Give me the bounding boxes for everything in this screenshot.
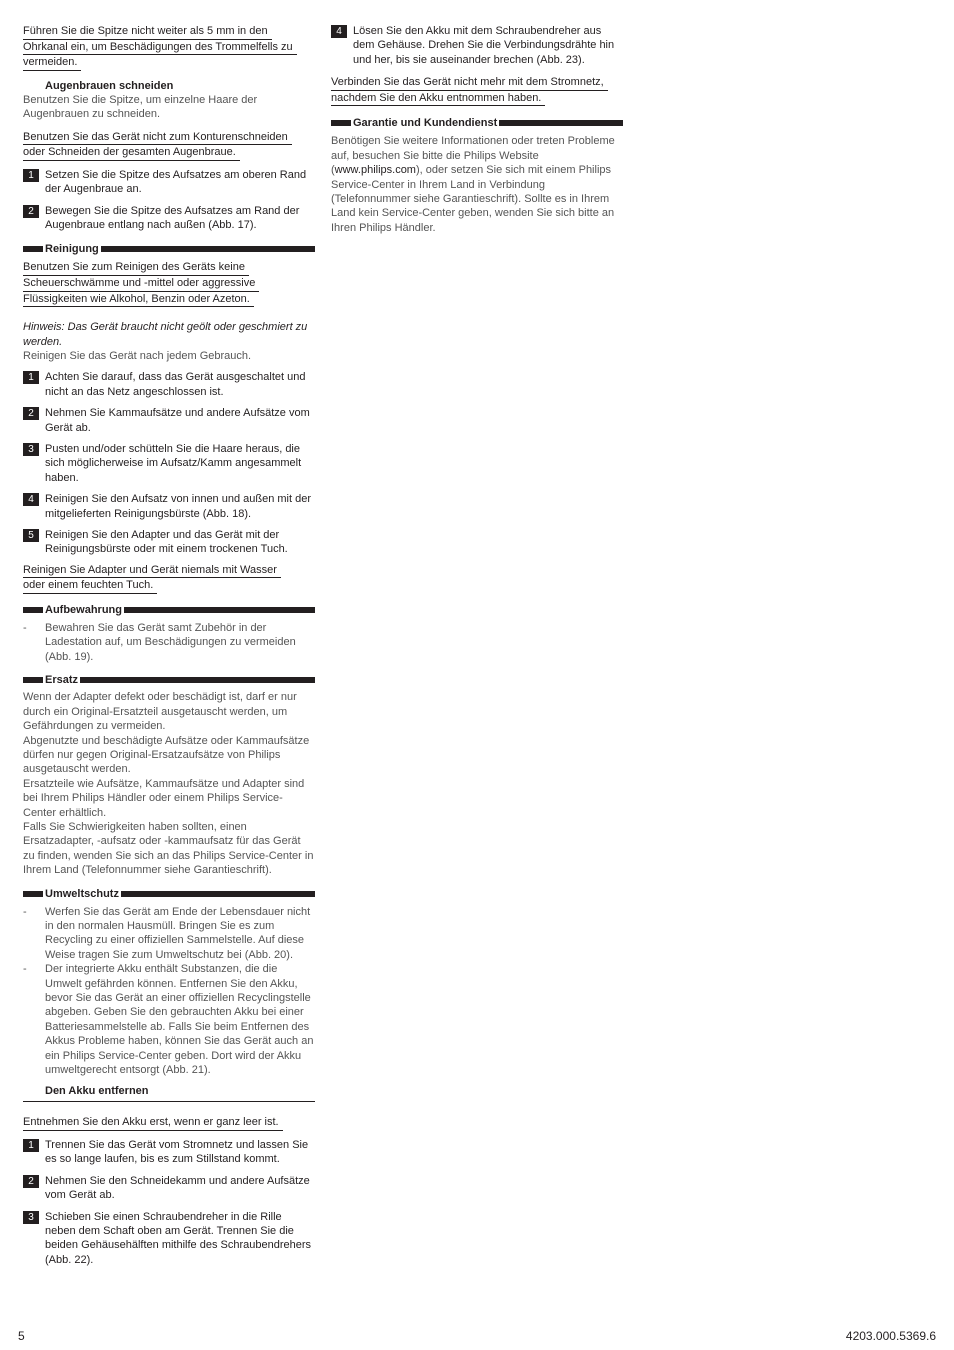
page-number: 5: [18, 1329, 25, 1343]
replacement-paragraph: Ersatzteile wie Aufsätze, Kammaufsätze und Adapter sind bei Ihrem Philips Händler oder einem Philips Service-Center erhältlich.: [23, 777, 305, 819]
step-text: Trennen Sie das Gerät vom Stromnetz und lassen Sie es so lange laufen, bis es zum Stillstand kommt.: [45, 1139, 309, 1166]
section-heading-cleaning: [23, 242, 315, 256]
warning-line: vermeiden.: [23, 55, 81, 71]
cleaning-step: [23, 370, 315, 399]
environment-bullet: [23, 905, 315, 963]
heading-bar: [23, 891, 43, 897]
guarantee-text-after: ), oder setzen Sie sich mit einem Philips Service-Center in Ihrem Land in Verbindung (Telefonnummer siehe Garantieschrift). Sollte es in Ihrem Land kein Service-Center geben, wenden Sie sich bitte an Ihren Philips Händler.: [331, 164, 615, 234]
section-title: Reinigung: [45, 243, 99, 256]
step-number: 4: [23, 493, 39, 506]
battery-heading: Den Akku entfernen: [45, 1085, 149, 1098]
storage-bullet: [23, 621, 315, 664]
battery-step: [331, 24, 623, 67]
eyebrow-heading: Augenbrauen schneiden: [45, 79, 174, 92]
heading-bar: [121, 891, 315, 897]
step-number: 1: [23, 371, 39, 384]
warning-line: Verbinden Sie das Gerät nicht mehr mit dem Stromnetz,: [331, 75, 608, 91]
battery-step: [23, 1210, 315, 1268]
cleaning-step: [23, 442, 315, 485]
step-number: 4: [331, 25, 347, 38]
bullet-text: Der integrierte Akku enthält Substanzen, die die Umwelt gefährden können. Entfernen Sie den Akku, bevor Sie das Gerät an einer offiziellen Recyclingstelle abgeben. Geben Sie den gebrauchten Akku bei einer Batteriesammelstelle ab. Falls Sie beim Entfernen des Akkus Probleme haben, können Sie das Gerät auch an ein Philips Service-Center geben. Dort wird der Akku umweltgerecht entsorgt (Abb. 21).: [45, 963, 314, 1077]
guarantee-text-before: Benötigen Sie weitere Informationen oder treten Probleme auf, besuchen Sie bitte die Philips Website (: [331, 135, 615, 177]
environment-bullet: [23, 962, 315, 1077]
bullet-dash: -: [23, 622, 27, 635]
step-number: 2: [23, 407, 39, 420]
eyebrow-step: [23, 204, 315, 233]
cleaning-step: [23, 406, 315, 435]
cleaning-text: Reinigen Sie das Gerät nach jedem Gebrauch.: [23, 350, 252, 362]
warning-line: Benutzen Sie das Gerät nicht zum Konturenschneiden: [23, 130, 292, 146]
step-number: 1: [23, 169, 39, 182]
cleaning-step: [23, 528, 315, 557]
warning-line: Entnehmen Sie den Akku erst, wenn er ganz leer ist.: [23, 1115, 283, 1131]
eyebrow-warning: [23, 130, 315, 161]
replacement-paragraph: Falls Sie Schwierigkeiten haben sollten, einen Ersatzadapter, -aufsatz oder -kammaufsatz für das Gerät zu finden, wenden Sie sich an das Philips Service-Center in Ihrem Land (Telefonnummer siehe Garantieschrift).: [23, 820, 314, 877]
step-number: 5: [23, 529, 39, 542]
step-text: Nehmen Sie Kammaufsätze und andere Aufsätze vom Gerät ab.: [45, 407, 310, 434]
battery-step: [23, 1174, 315, 1203]
heading-bar: [23, 677, 43, 683]
step-number: 1: [23, 1139, 39, 1152]
heading-bar: [124, 607, 315, 613]
step-text: Schieben Sie einen Schraubendreher in die Rille neben dem Schaft oben am Gerät. Trennen Sie die beiden Gehäusehälften mithilfe des Schraubendrehers (Abb. 22).: [45, 1210, 312, 1266]
ear-warning: [23, 24, 315, 71]
guarantee-text: [331, 134, 623, 235]
section-heading-replacement: [23, 673, 315, 687]
cleaning-warning: [23, 260, 315, 307]
replacement-paragraph: Wenn der Adapter defekt oder beschädigt ist, darf er nur durch ein Original-Ersatzteil ausgetauscht werden, um Gefährdungen zu vermeiden.: [23, 691, 297, 733]
section-heading-storage: [23, 603, 315, 617]
step-text: Reinigen Sie den Adapter und das Gerät mit der Reinigungsbürste oder mit einem trockenen Tuch.: [45, 529, 288, 556]
warning-line: Scheuerschwämme und -mittel oder aggressive: [23, 276, 259, 292]
bullet-dash: -: [23, 963, 27, 976]
step-number: 3: [23, 443, 39, 456]
step-number: 2: [23, 205, 39, 218]
section-title: Ersatz: [45, 674, 79, 687]
step-number: 3: [23, 1211, 39, 1224]
step-text: Pusten und/oder schütteln Sie die Haare heraus, die sich möglicherweise im Aufsatz/Kamm angesammelt haben.: [45, 443, 302, 484]
right-column: [331, 24, 623, 235]
left-column: [23, 24, 315, 1267]
philips-website-link[interactable]: www.philips.com: [334, 164, 416, 177]
step-text: Setzen Sie die Spitze des Aufsatzes am oberen Rand der Augenbraue an.: [45, 168, 307, 196]
warning-line: Ohrkanal ein, um Beschädigungen des Trommelfells zu: [23, 40, 297, 56]
step-text: Lösen Sie den Akku mit dem Schraubendreher aus dem Gehäuse. Drehen Sie die Verbindungsdrähte hin und her, bis sie auseinander brechen (Abb. 23).: [353, 25, 615, 66]
heading-bar: [23, 246, 43, 252]
battery-mains-warning: [331, 75, 623, 106]
heading-bar: [80, 677, 315, 683]
bullet-dash: -: [23, 905, 27, 918]
heading-bar: [23, 607, 43, 613]
warning-line: Reinigen Sie Adapter und Gerät niemals mit Wasser: [23, 563, 281, 579]
document-code: 4203.000.5369.6: [845, 1329, 936, 1343]
warning-line: oder Schneiden der gesamten Augenbraue.: [23, 145, 240, 161]
section-heading-environment: [23, 887, 315, 901]
cleaning-warning-water: [23, 563, 315, 594]
section-title: Aufbewahrung: [45, 604, 122, 617]
warning-line: nachdem Sie den Akku entnommen haben.: [331, 91, 545, 107]
warning-line: oder einem feuchten Tuch.: [23, 578, 157, 594]
warning-line: Benutzen Sie zum Reinigen des Geräts keine: [23, 260, 249, 276]
eyebrow-text: Benutzen Sie die Spitze, um einzelne Haare der Augenbrauen zu schneiden.: [23, 93, 258, 121]
replacement-paragraph: Abgenutzte und beschädigte Aufsätze oder Kammaufsätze dürfen nur gegen Original-Ersatzaufsätze von Philips ausgetauscht werden.: [23, 734, 310, 776]
step-text: Bewegen Sie die Spitze des Aufsatzes am Rand der Augenbraue entlang nach außen (Abb. 17).: [45, 204, 300, 231]
bullet-text: Bewahren Sie das Gerät samt Zubehör in der Ladestation auf, um Beschädigungen zu vermeiden (Abb. 19).: [45, 622, 296, 663]
heading-bar: [331, 120, 351, 126]
bullet-text: Werfen Sie das Gerät am Ende der Lebensdauer nicht in den normalen Hausmüll. Bringen Sie es zum Recycling zu einer offiziellen Sammelstelle. Auf diese Weise tragen Sie zum Umweltschutz bei (Abb. 20).: [45, 905, 311, 961]
heading-bar: [101, 246, 315, 252]
warning-line: Führen Sie die Spitze nicht weiter als 5 mm in den: [23, 24, 272, 40]
cleaning-note: Hinweis: Das Gerät braucht nicht geölt oder geschmiert zu werden.: [23, 321, 308, 348]
battery-warning: [23, 1115, 315, 1131]
heading-bar: [499, 120, 623, 126]
step-text: Nehmen Sie den Schneidekamm und andere Aufsätze vom Gerät ab.: [45, 1174, 310, 1202]
warning-line: Flüssigkeiten wie Alkohol, Benzin oder Azeton.: [23, 292, 254, 308]
step-text: Achten Sie darauf, dass das Gerät ausgeschaltet und nicht an das Netz angeschlossen ist.: [45, 371, 306, 398]
step-text: Reinigen Sie den Aufsatz von innen und außen mit der mitgelieferten Reinigungsbürste (Abb. 18).: [45, 493, 312, 520]
cleaning-step: [23, 492, 315, 521]
step-number: 2: [23, 1175, 39, 1188]
section-title: Umweltschutz: [45, 887, 119, 900]
battery-step: [23, 1138, 315, 1167]
section-heading-guarantee: [331, 116, 623, 130]
section-title: Garantie und Kundendienst: [353, 117, 498, 130]
eyebrow-step: [23, 168, 315, 197]
